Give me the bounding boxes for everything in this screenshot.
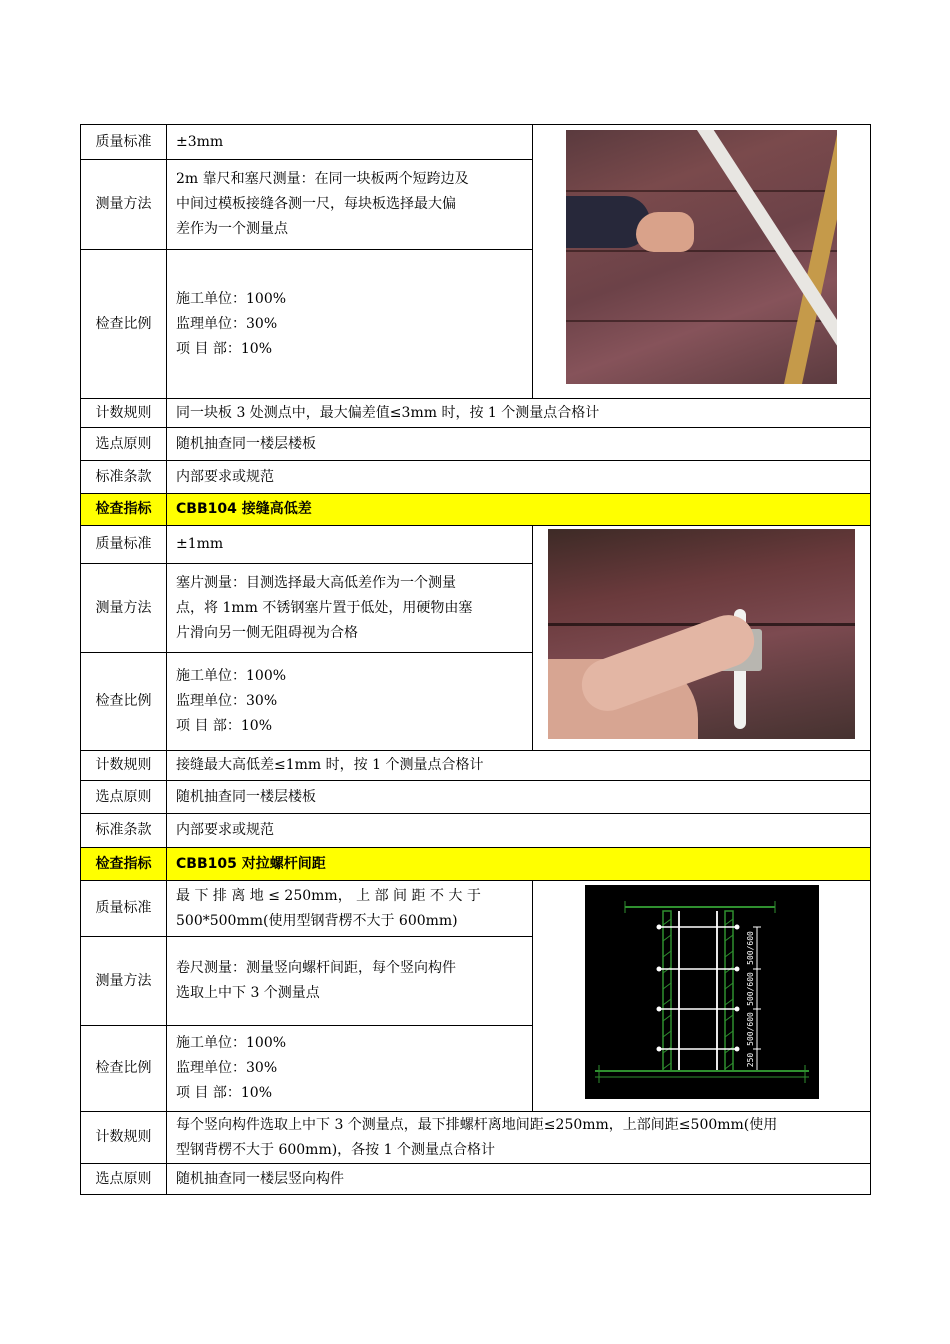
label-count-rule: 计数规则 bbox=[81, 751, 167, 781]
tie-rod-drawing bbox=[585, 885, 819, 1099]
photo-cell-3 bbox=[533, 881, 871, 1112]
ratio-line: 项 目 部：10% bbox=[176, 718, 273, 734]
photo-ruler-measurement bbox=[566, 130, 837, 384]
value-method bbox=[167, 160, 533, 250]
method-line: 选取上中下 3 个测量点 bbox=[176, 985, 320, 1001]
row-selection-3 bbox=[81, 1164, 871, 1195]
photo-shim-measurement bbox=[548, 529, 855, 739]
value-count-rule: 接缝最大高低差≤1mm 时，按 1 个测量点合格计 bbox=[167, 751, 871, 781]
quality-line: 最 下 排 离 地 ≤ 250mm， 上 部 间 距 不 大 于 bbox=[176, 887, 481, 904]
cad-drawing-tie-rods bbox=[585, 885, 819, 1099]
ratio-line: 监理单位：30% bbox=[176, 315, 278, 332]
method-line: 中间过模板接缝各测一尺，每块板选择最大偏 bbox=[176, 196, 456, 212]
row-selection-2 bbox=[81, 781, 871, 814]
ratio-line: 施工单位：100% bbox=[176, 1035, 287, 1051]
ratio-line: 施工单位：100% bbox=[176, 290, 287, 307]
label-quality-standard: 质量标准 bbox=[81, 125, 167, 160]
label-quality-standard: 质量标准 bbox=[81, 526, 167, 564]
value-selection: 随机抽查同一楼层楼板 bbox=[167, 428, 871, 461]
row-count-rule-1 bbox=[81, 399, 871, 428]
label-method: 测量方法 bbox=[81, 564, 167, 653]
label-clause: 标准条款 bbox=[81, 461, 167, 494]
inspection-table bbox=[80, 124, 871, 1195]
label-quality-standard: 质量标准 bbox=[81, 881, 167, 937]
value-quality-standard: ±3mm bbox=[167, 125, 533, 160]
row-quality-standard-1 bbox=[81, 125, 871, 160]
method-line: 差作为一个测量点 bbox=[176, 221, 288, 237]
quality-line: 500*500mm(使用型钢背楞不大于 600mm) bbox=[176, 912, 458, 929]
value-method bbox=[167, 564, 533, 653]
ratio-line: 监理单位：30% bbox=[176, 693, 278, 709]
label-indicator: 检查指标 bbox=[81, 848, 167, 881]
row-indicator-cbb104 bbox=[81, 494, 871, 526]
label-selection: 选点原则 bbox=[81, 428, 167, 461]
label-selection: 选点原则 bbox=[81, 1164, 167, 1195]
method-line: 卷尺测量：测量竖向螺杆间距，每个竖向构件 bbox=[176, 960, 456, 976]
ratio-line: 项 目 部：10% bbox=[176, 340, 273, 357]
dim-label: 250 bbox=[745, 1052, 755, 1067]
value-clause: 内部要求或规范 bbox=[167, 814, 871, 848]
row-quality-standard-2 bbox=[81, 526, 871, 564]
inspection-sheet bbox=[80, 124, 870, 1195]
row-quality-standard-3 bbox=[81, 881, 871, 937]
value-count-rule: 同一块板 3 处测点中，最大偏差值≤3mm 时，按 1 个测量点合格计 bbox=[167, 399, 871, 428]
dim-label: 500/600 bbox=[745, 1011, 755, 1046]
row-clause-1 bbox=[81, 461, 871, 494]
method-line: 2m 靠尺和塞尺测量：在同一块板两个短跨边及 bbox=[176, 171, 469, 187]
method-line: 片滑向另一侧无阻碍视为合格 bbox=[176, 624, 358, 641]
value-ratio bbox=[167, 1026, 533, 1112]
method-line: 塞片测量：目测选择最大高低差作为一个测量 bbox=[176, 574, 456, 591]
ratio-line: 项 目 部：10% bbox=[176, 1085, 273, 1101]
ratio-line: 监理单位：30% bbox=[176, 1060, 278, 1076]
value-quality-standard: ±1mm bbox=[167, 526, 533, 564]
value-method bbox=[167, 937, 533, 1026]
label-clause: 标准条款 bbox=[81, 814, 167, 848]
method-line: 点，将 1mm 不锈钢塞片置于低处，用硬物由塞 bbox=[176, 599, 473, 616]
value-indicator: CBB104 接缝高低差 bbox=[167, 494, 871, 526]
photo-cell-1 bbox=[533, 125, 871, 399]
row-selection-1 bbox=[81, 428, 871, 461]
value-count-rule bbox=[167, 1112, 871, 1164]
value-selection: 随机抽查同一楼层竖向构件 bbox=[167, 1164, 871, 1195]
value-ratio bbox=[167, 653, 533, 751]
count-rule-line: 型钢背楞不大于 600mm)，各按 1 个测量点合格计 bbox=[176, 1141, 495, 1158]
label-selection: 选点原则 bbox=[81, 781, 167, 814]
label-count-rule: 计数规则 bbox=[81, 399, 167, 428]
count-rule-line: 每个竖向构件选取上中下 3 个测量点，最下排螺杆离地间距≤250mm，上部间距≤500mm(使用 bbox=[176, 1116, 778, 1133]
row-clause-2 bbox=[81, 814, 871, 848]
label-ratio: 检查比例 bbox=[81, 653, 167, 751]
dim-label: 500/600 bbox=[745, 971, 755, 1006]
value-clause: 内部要求或规范 bbox=[167, 461, 871, 494]
label-ratio: 检查比例 bbox=[81, 250, 167, 399]
ratio-line: 施工单位：100% bbox=[176, 668, 287, 684]
dim-label: 500/600 bbox=[745, 930, 755, 965]
row-count-rule-2 bbox=[81, 751, 871, 781]
value-quality-standard bbox=[167, 881, 533, 937]
label-count-rule: 计数规则 bbox=[81, 1112, 167, 1164]
row-indicator-cbb105 bbox=[81, 848, 871, 881]
label-method: 测量方法 bbox=[81, 160, 167, 250]
photo-cell-2 bbox=[533, 526, 871, 751]
value-selection: 随机抽查同一楼层楼板 bbox=[167, 781, 871, 814]
label-indicator: 检查指标 bbox=[81, 494, 167, 526]
value-ratio bbox=[167, 250, 533, 399]
label-method: 测量方法 bbox=[81, 937, 167, 1026]
value-indicator: CBB105 对拉螺杆间距 bbox=[167, 848, 871, 881]
label-ratio: 检查比例 bbox=[81, 1026, 167, 1112]
row-count-rule-3 bbox=[81, 1112, 871, 1164]
